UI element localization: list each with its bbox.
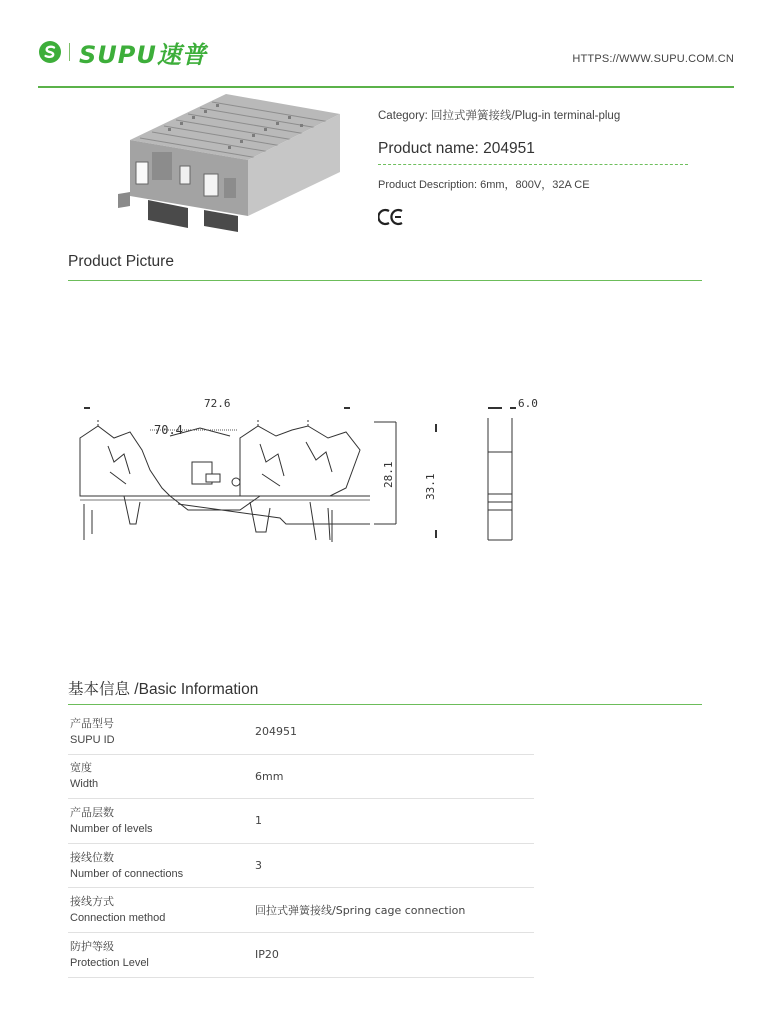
- row-value: 204951: [255, 725, 297, 739]
- dimension-drawing: [70, 392, 550, 548]
- product-description: Product Description: 6mm，800V，32A CE: [378, 179, 590, 191]
- row-label: [68, 893, 255, 927]
- row-label-en: Protection Level: [70, 956, 149, 969]
- dimension-height-total-label: 33.1: [424, 473, 437, 500]
- dimension-length-label: 72.6: [204, 397, 231, 410]
- row-value: 6mm: [255, 769, 284, 783]
- section-divider: [68, 704, 702, 705]
- table-row: [68, 933, 534, 978]
- row-value: 回拉式弹簧接线/Spring cage connection: [255, 904, 466, 918]
- product-name: Product name: 204951: [378, 140, 535, 157]
- dimension-height-inner-label: 28.1: [382, 461, 395, 488]
- row-label-en: SUPU ID: [70, 733, 115, 746]
- row-label: [68, 715, 255, 749]
- basic-info-table: [68, 710, 534, 978]
- brand-name: SUPU速普: [79, 40, 207, 69]
- row-label-en: Number of levels: [70, 822, 153, 835]
- row-label-zh: 接线位数: [70, 850, 114, 864]
- product-category: Category: 回拉式弹簧接线/Plug-in terminal-plug: [378, 110, 621, 122]
- row-label-zh: 产品型号: [70, 716, 114, 730]
- row-label-zh: 接线方式: [70, 895, 114, 909]
- row-label-en: Connection method: [70, 912, 166, 925]
- row-value: 1: [255, 814, 262, 828]
- dimension-width-label: 6.0: [518, 397, 538, 410]
- row-label-zh: 防护等级: [70, 939, 114, 953]
- table-row: [68, 888, 534, 933]
- ce-mark-icon: [378, 207, 406, 227]
- table-row: [68, 755, 534, 800]
- logo-divider: [69, 43, 70, 61]
- table-row: [68, 710, 534, 755]
- supu-s-logo-icon: [38, 40, 62, 64]
- row-value: 3: [255, 859, 262, 873]
- row-label: [68, 804, 255, 838]
- row-label-en: Width: [70, 778, 99, 791]
- row-label: [68, 759, 255, 793]
- row-label-zh: 宽度: [70, 761, 92, 775]
- section-divider: [68, 280, 702, 281]
- section-title-basic-info: 基本信息 /Basic Information: [68, 681, 259, 698]
- dimension-inner-label: 70.4: [154, 423, 183, 437]
- row-label-en: Number of connections: [70, 867, 184, 880]
- product-photo: [108, 88, 344, 240]
- table-row: [68, 844, 534, 889]
- row-label: [68, 849, 255, 883]
- website-link[interactable]: HTTPS://WWW.SUPU.COM.CN: [572, 53, 734, 65]
- brand-logo[interactable]: [38, 38, 207, 69]
- product-name-divider: [378, 164, 688, 165]
- section-title-product-picture: Product Picture: [68, 253, 174, 270]
- row-value: IP20: [255, 948, 279, 962]
- row-label: [68, 938, 255, 972]
- table-row: [68, 799, 534, 844]
- row-label-zh: 产品层数: [70, 805, 114, 819]
